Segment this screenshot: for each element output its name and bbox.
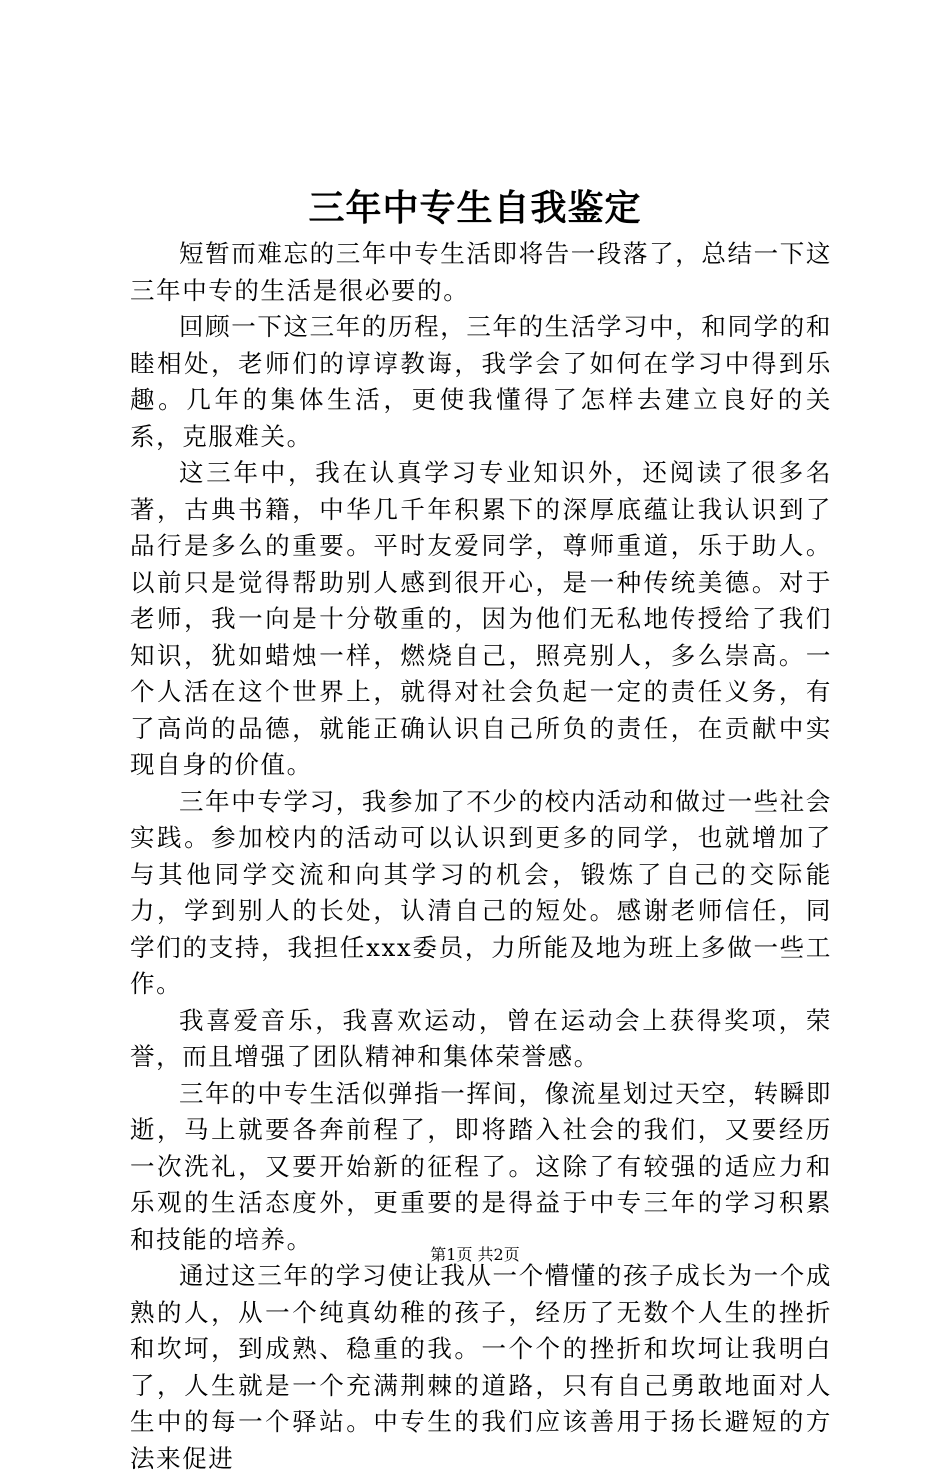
paragraph: 通过这三年的学习使让我从一个懵懂的孩子成长为一个成熟的人，从一个纯真幼稚的孩子，经历了无数个人生的挫折和坎坷，到成熟、稳重的我。一个个的挫折和坎坷让我明白了，人生就是一个充满荆棘的道路，只有自己勇敢地面对人生中的每一个驿站。中专生的我们应该善用于扬长避短的方法来促进 — [130, 1261, 832, 1473]
paragraph: 我喜爱音乐，我喜欢运动，曾在运动会上获得奖项，荣誉，而且增强了团队精神和集体荣誉感。 — [130, 1005, 832, 1071]
paragraph: 三年的中专生活似弹指一挥间，像流星划过天空，转瞬即逝，马上就要各奔前程了，即将踏入社会的我们，又要经历一次洗礼，又要开始新的征程了。这除了有较强的适应力和乐观的生活态度外，更重要的是得益于中专三年的学习积累和技能的培养。 — [130, 1078, 832, 1254]
paragraph: 短暂而难忘的三年中专生活即将告一段落了，总结一下这三年中专的生活是很必要的。 — [130, 239, 832, 305]
paragraph: 这三年中，我在认真学习专业知识外，还阅读了很多名著，古典书籍，中华几千年积累下的深厚底蕴让我认识到了品行是多么的重要。平时友爱同学，尊师重道，乐于助人。以前只是觉得帮助别人感到很开心，是一种传统美德。对于老师，我一向是十分敬重的，因为他们无私地传授给了我们知识，犹如蜡烛一样，燃烧自己，照亮别人，多么崇高。一个人活在这个世界上，就得对社会负起一定的责任义务，有了高尚的品德，就能正确认识自己所负的责任，在贡献中实现自身的价值。 — [130, 458, 832, 779]
document-title: 三年中专生自我鉴定 — [308, 187, 642, 229]
paragraph: 回顾一下这三年的历程，三年的生活学习中，和同学的和睦相处，老师们的谆谆教诲，我学会了如何在学习中得到乐趣。几年的集体生活，更使我懂得了怎样去建立良好的关系，克服难关。 — [130, 312, 832, 451]
document-body — [130, 236, 832, 1477]
page-footer: 第1页 共2页 — [430, 1245, 520, 1264]
paragraph: 三年中专学习，我参加了不少的校内活动和做过一些社会实践。参加校内的活动可以认识到更多的同学，也就增加了与其他同学交流和向其学习的机会，锻炼了自己的交际能力，学到别人的长处，认清自己的短处。感谢老师信任，同学们的支持，我担任xxx委员，力所能及地为班上多做一些工作。 — [130, 786, 832, 998]
